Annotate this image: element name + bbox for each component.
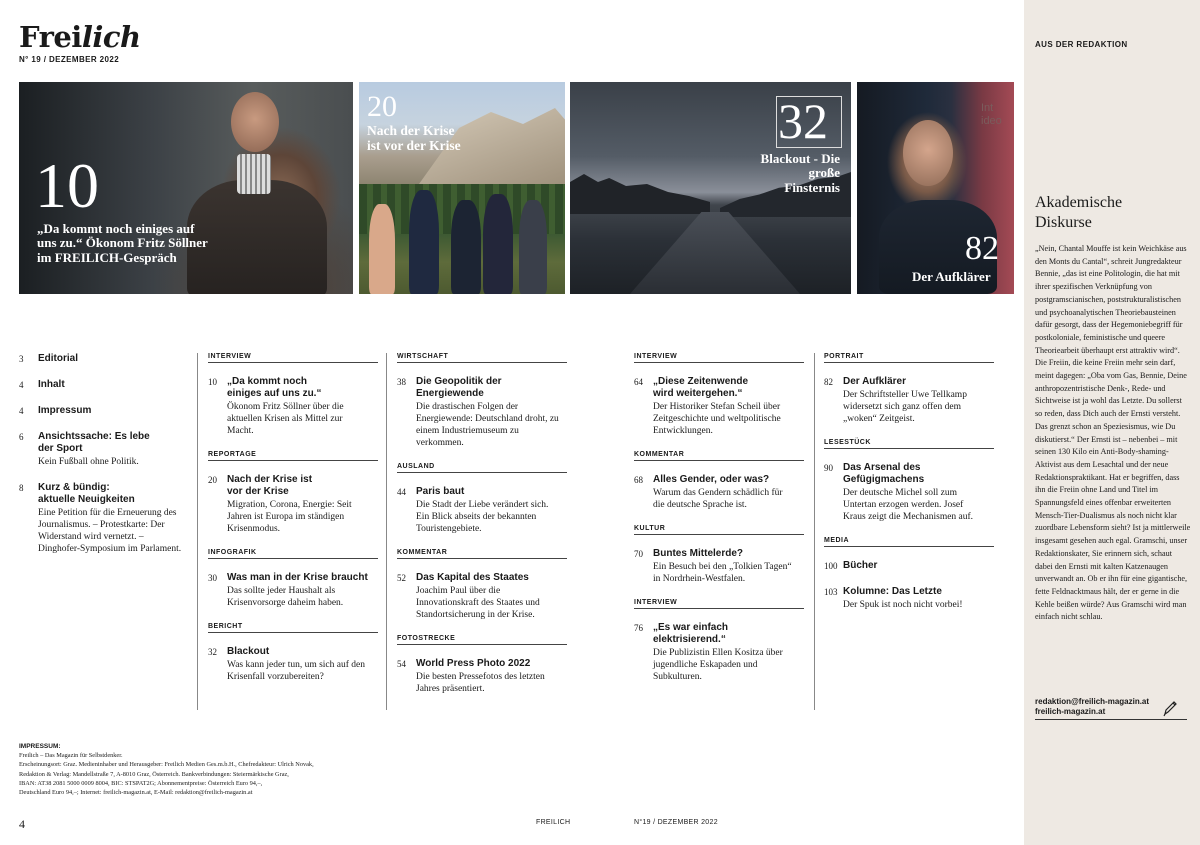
section-label: FOTOSTRECKE xyxy=(397,635,567,645)
page-number: 20 xyxy=(208,475,217,485)
feature-number: 20 xyxy=(367,90,397,123)
toc-entry[interactable] xyxy=(208,572,378,609)
logo xyxy=(19,20,141,54)
section-label: INFOGRAFIK xyxy=(208,549,378,559)
entry-description: Der deutsche Michel soll zum Untertan erzogen werden. Josef Kraus zeigt die Mechanismen auf. xyxy=(843,488,974,522)
entry-title: Das Kapital des Staates xyxy=(416,572,529,583)
editorial-sidebar xyxy=(1024,0,1200,845)
section-label: REPORTAGE xyxy=(208,451,378,461)
feature-photo-portrait[interactable] xyxy=(857,82,1014,294)
sidebar-rule xyxy=(1035,719,1187,720)
section-label: PORTRAIT xyxy=(824,353,994,363)
toc-entry[interactable] xyxy=(208,376,378,437)
entry-description: Ein Besuch bei den „Tolkien Tagen“ in Nordrhein-Westfalen. xyxy=(653,562,792,584)
figure-2 xyxy=(409,190,439,294)
sidebar-title: Akademische Diskurse xyxy=(1035,194,1123,231)
entry-title: „Da kommt noch einiges auf uns zu.“ xyxy=(227,376,322,399)
toc-entry[interactable] xyxy=(397,658,567,695)
footer-brand: FREILICH xyxy=(536,819,571,826)
entry-description: Der Spuk ist noch nicht vorbei! xyxy=(843,600,963,610)
entry-title: World Press Photo 2022 xyxy=(416,658,531,669)
feature-caption: Der Aufklärer xyxy=(912,269,991,284)
feature-number: 82 xyxy=(965,230,999,267)
toc-entry[interactable] xyxy=(824,560,994,572)
feature-photo-interview[interactable] xyxy=(19,82,353,294)
website-link[interactable]: freilich-magazin.at xyxy=(1035,707,1106,716)
entry-description: Was kann jeder tun, um sich auf den Krisenfall vorzubereiten? xyxy=(227,660,366,682)
toc-entry[interactable] xyxy=(397,376,567,449)
entry-description: Joachim Paul über die Innovationskraft des Staates und Standortsicherung in der Krise. xyxy=(416,586,540,620)
toc-entry[interactable] xyxy=(634,548,804,585)
impressum-line: Deutschland Euro 94,–; Internet: freilich-magazin.at, E-Mail: redaktion@freilich-magazin.at xyxy=(19,789,253,797)
toc-entry[interactable] xyxy=(19,482,189,555)
toc-column-3 xyxy=(397,353,567,709)
page-number: 3 xyxy=(19,354,24,364)
masthead xyxy=(19,20,141,64)
toc-entry[interactable] xyxy=(19,405,189,417)
section-label: AUSLAND xyxy=(397,463,567,473)
footer-issue: N°19 / DEZEMBER 2022 xyxy=(634,819,718,826)
section-label: KOMMENTAR xyxy=(397,549,567,559)
impressum-line: Redaktion & Verlag: Mandellstraße 7, A-8010 Graz, Österreich. Bankverbindungen: Steiermärkische Graz, xyxy=(19,770,289,778)
feature-number: 32 xyxy=(778,93,828,149)
toc-entry[interactable] xyxy=(208,646,378,683)
logo-upright: Frei xyxy=(19,20,82,54)
figure-4 xyxy=(483,194,513,294)
toc-column-4 xyxy=(634,353,804,697)
impressum xyxy=(19,742,339,797)
toc-entry[interactable] xyxy=(824,586,994,611)
figure-head xyxy=(903,120,953,186)
entry-title: Der Aufklärer xyxy=(843,376,906,387)
toc-entry[interactable] xyxy=(824,462,994,523)
bg-text: Int ideo xyxy=(981,102,1002,127)
entry-title: Paris baut xyxy=(416,486,465,497)
page-number: 52 xyxy=(397,573,406,583)
sidebar-contact xyxy=(1035,697,1149,717)
entry-title: Inhalt xyxy=(38,379,65,390)
page-number: 100 xyxy=(824,561,838,571)
impressum-line: Freilich – Das Magazin für Selbstdenker. xyxy=(19,752,123,760)
page-number: 103 xyxy=(824,587,838,597)
page-number: 8 xyxy=(19,483,24,493)
column-divider xyxy=(814,353,815,710)
toc-entry[interactable] xyxy=(397,572,567,621)
section-label: WIRTSCHAFT xyxy=(397,353,567,363)
entry-description: Die drastischen Folgen der Energiewende: Deutschland droht, zu einem Industriemuseum zu verkommen. xyxy=(416,402,559,448)
sidebar-heading: AUS DER REDAKTION xyxy=(1035,40,1128,49)
entry-title: „Diese Zeitenwende wird weitergehen.“ xyxy=(653,376,749,399)
entry-title: Alles Gender, oder was? xyxy=(653,474,770,485)
section-label: INTERVIEW xyxy=(634,353,804,363)
issue-label: N° 19 / DEZEMBER 2022 xyxy=(19,55,120,64)
pen-icon xyxy=(1162,699,1178,717)
entry-title: Das Arsenal des Gefügigmachens xyxy=(843,462,925,485)
section-label: MEDIA xyxy=(824,537,994,547)
toc-column-1 xyxy=(19,353,189,569)
page-number: 68 xyxy=(634,475,643,485)
page-number: 6 xyxy=(19,432,24,442)
entry-description: Der Schriftsteller Uwe Tellkamp widersetzt sich ganz offen dem „woken“ Zeitgeist. xyxy=(843,390,967,424)
page-number: 90 xyxy=(824,463,833,473)
entry-title: Blackout xyxy=(227,646,270,657)
page-number: 82 xyxy=(824,377,833,387)
figure-shirt xyxy=(237,154,271,194)
entry-description: Das sollte jeder Haushalt als Krisenvorsorge daheim haben. xyxy=(227,586,344,608)
impressum-line: Erscheinungsort: Graz. Medieninhaber und Herausgeber: Freilich Medien Ges.m.b.H., Chefredakteur: Ulrich Novak, xyxy=(19,761,314,769)
page-number: 64 xyxy=(634,377,643,387)
houses-left xyxy=(570,174,710,214)
entry-title: Kolumne: Das Letzte xyxy=(843,586,942,597)
column-divider xyxy=(386,353,387,710)
toc-entry[interactable] xyxy=(19,353,189,365)
entry-title: Bücher xyxy=(843,560,878,571)
column-divider xyxy=(197,353,198,710)
page-number: 30 xyxy=(208,573,217,583)
figure-head xyxy=(231,92,279,152)
page-number: 70 xyxy=(634,549,643,559)
toc-entry[interactable] xyxy=(634,474,804,511)
impressum-line: IBAN: AT38 2081 5000 0009 8004, BIC: STSPAT2G; Abonnementpreise: Österreich Euro 94,–, xyxy=(19,779,263,787)
feature-number: 10 xyxy=(35,150,99,221)
entry-title: Nach der Krise ist vor der Krise xyxy=(227,474,313,497)
entry-description: Migration, Corona, Energie: Seit Jahren ist Europa im ständigen Krisenmodus. xyxy=(227,500,352,534)
page-number-footer: 4 xyxy=(19,817,25,831)
feature-caption: Blackout - Die große Finsternis xyxy=(760,151,840,195)
feature-caption: Nach der Krise ist vor der Krise xyxy=(367,123,461,153)
toc-entry[interactable] xyxy=(824,376,994,425)
section-label: INTERVIEW xyxy=(208,353,378,363)
section-label: KOMMENTAR xyxy=(634,451,804,461)
road xyxy=(630,212,800,294)
logo-italic: lich xyxy=(81,20,141,54)
impressum-heading: IMPRESSUM: xyxy=(19,743,61,750)
entry-title: Kurz & bündig: aktuelle Neuigkeiten xyxy=(38,482,135,505)
toc-entry[interactable] xyxy=(397,486,567,535)
entry-title: Was man in der Krise braucht xyxy=(227,572,368,583)
toc-entry[interactable] xyxy=(634,376,804,437)
figure-3 xyxy=(451,200,481,294)
entry-title: Impressum xyxy=(38,405,92,416)
page-number: 10 xyxy=(208,377,217,387)
entry-description: Die Publizistin Ellen Kositza über jugendliche Eskapaden und Subkulturen. xyxy=(653,648,783,682)
feature-photo-reportage[interactable] xyxy=(359,82,565,294)
figure-1 xyxy=(369,204,395,294)
toc-entry[interactable] xyxy=(19,431,189,468)
toc-entry[interactable] xyxy=(634,622,804,683)
section-label: LESESTÜCK xyxy=(824,439,994,449)
feature-caption: „Da kommt noch einiges auf uns zu.“ Ökonom Fritz Söllner im FREILICH-Gespräch xyxy=(37,221,208,265)
sidebar-body: „Nein, Chantal Mouffe ist kein Weichkäse aus den Monts du Cantal“, schreit Jungredakteur Bennie, „das ist eine Politologin, die hat mit ihrer spezifischen Verknüpfung von postgramscianischen, poststrukturalistischen und psychoanalytischen Theoriebausteinen dafür gesorgt, dass der Hegemoniebegriff für postkoloniale, feministische und queere Theoriearbeit überhaupt erst attraktiv wird“. Die Freiin, die keine Freiin mehr sein darf, meint dagegen: „Oba vom Gas, Bennie, Deine anthropozentristische Denk-, Rede- und Sichtweise ist ja wohl das Letzte. Du sollerst so reden, dass Dich auch der Ernsti versteht. Das grenzt schon an Speziesismus, wie Du diskutierst.“ Der Ernsti ist – nebenbei – mit seinen 130 Kilo ein Anti-Body-shaming-Aktivist aus dem Lesachtal und der neue Redaktionspraktikant. Hat er begriffen, dass ihn die Freiin ohne Land und Titel im Spannungsfeld eines offenbar erweiterten Mensch-Tier-Dualismus als noch nicht klar zuordbare Lebensform sieht? Ist ja mittlerweile insgesamt gesehen auch egal. Gramschi, unser Redaktionskater, Sie erinnern sich, schaut dabei den Ernsti mit kalten Katzenaugen unverwandt an. Ob er ihn für eine gigantische, fette Feldnacktmaus hält, der er gerne in die Kehle beißen würde? Aus Gramschi wird man einfach nicht schlau. xyxy=(1035,244,1191,622)
entry-description: Die Stadt der Liebe verändert sich. Ein Blick abseits der bekannten Touristengebiete. xyxy=(416,500,549,534)
section-label: BERICHT xyxy=(208,623,378,633)
section-label: INTERVIEW xyxy=(634,599,804,609)
page-number: 54 xyxy=(397,659,406,669)
page-number: 76 xyxy=(634,623,643,633)
email-link[interactable]: redaktion@freilich-magazin.at xyxy=(1035,697,1150,706)
toc-entry[interactable] xyxy=(19,379,189,391)
entry-description: Der Historiker Stefan Scheil über Zeitgeschichte und weltpolitische Entwicklungen. xyxy=(653,402,781,436)
entry-description: Ökonom Fritz Söllner über die aktuellen Krisen als Mittel zur Macht. xyxy=(227,402,344,436)
page-number: 32 xyxy=(208,647,217,657)
toc-column-2 xyxy=(208,353,378,697)
figure-5 xyxy=(519,200,547,294)
entry-description: Warum das Gendern schädlich für die deutsche Sprache ist. xyxy=(653,488,783,510)
page-number: 44 xyxy=(397,487,406,497)
entry-title: „Es war einfach elektrisierend.“ xyxy=(653,622,729,645)
section-label: KULTUR xyxy=(634,525,804,535)
page-number: 4 xyxy=(19,406,24,416)
toc-entry[interactable] xyxy=(208,474,378,535)
page-number: 38 xyxy=(397,377,406,387)
entry-description: Kein Fußball ohne Politik. xyxy=(38,457,139,467)
page-number: 4 xyxy=(19,380,24,390)
entry-title: Ansichtssache: Es lebe der Sport xyxy=(38,431,150,454)
entry-title: Die Geopolitik der Energiewende xyxy=(416,376,502,399)
toc-column-5 xyxy=(824,353,994,625)
entry-description: Eine Petition für die Erneuerung des Journalismus. – Protestkarte: Der Widerstand wird vernetzt. – Dinghofer-Symposium im Parlament. xyxy=(38,508,182,554)
feature-photo-blackout[interactable] xyxy=(570,82,851,294)
entry-description: Die besten Pressefotos des letzten Jahres präsentiert. xyxy=(416,672,545,694)
entry-title: Buntes Mittelerde? xyxy=(653,548,744,559)
entry-title: Editorial xyxy=(38,353,79,364)
